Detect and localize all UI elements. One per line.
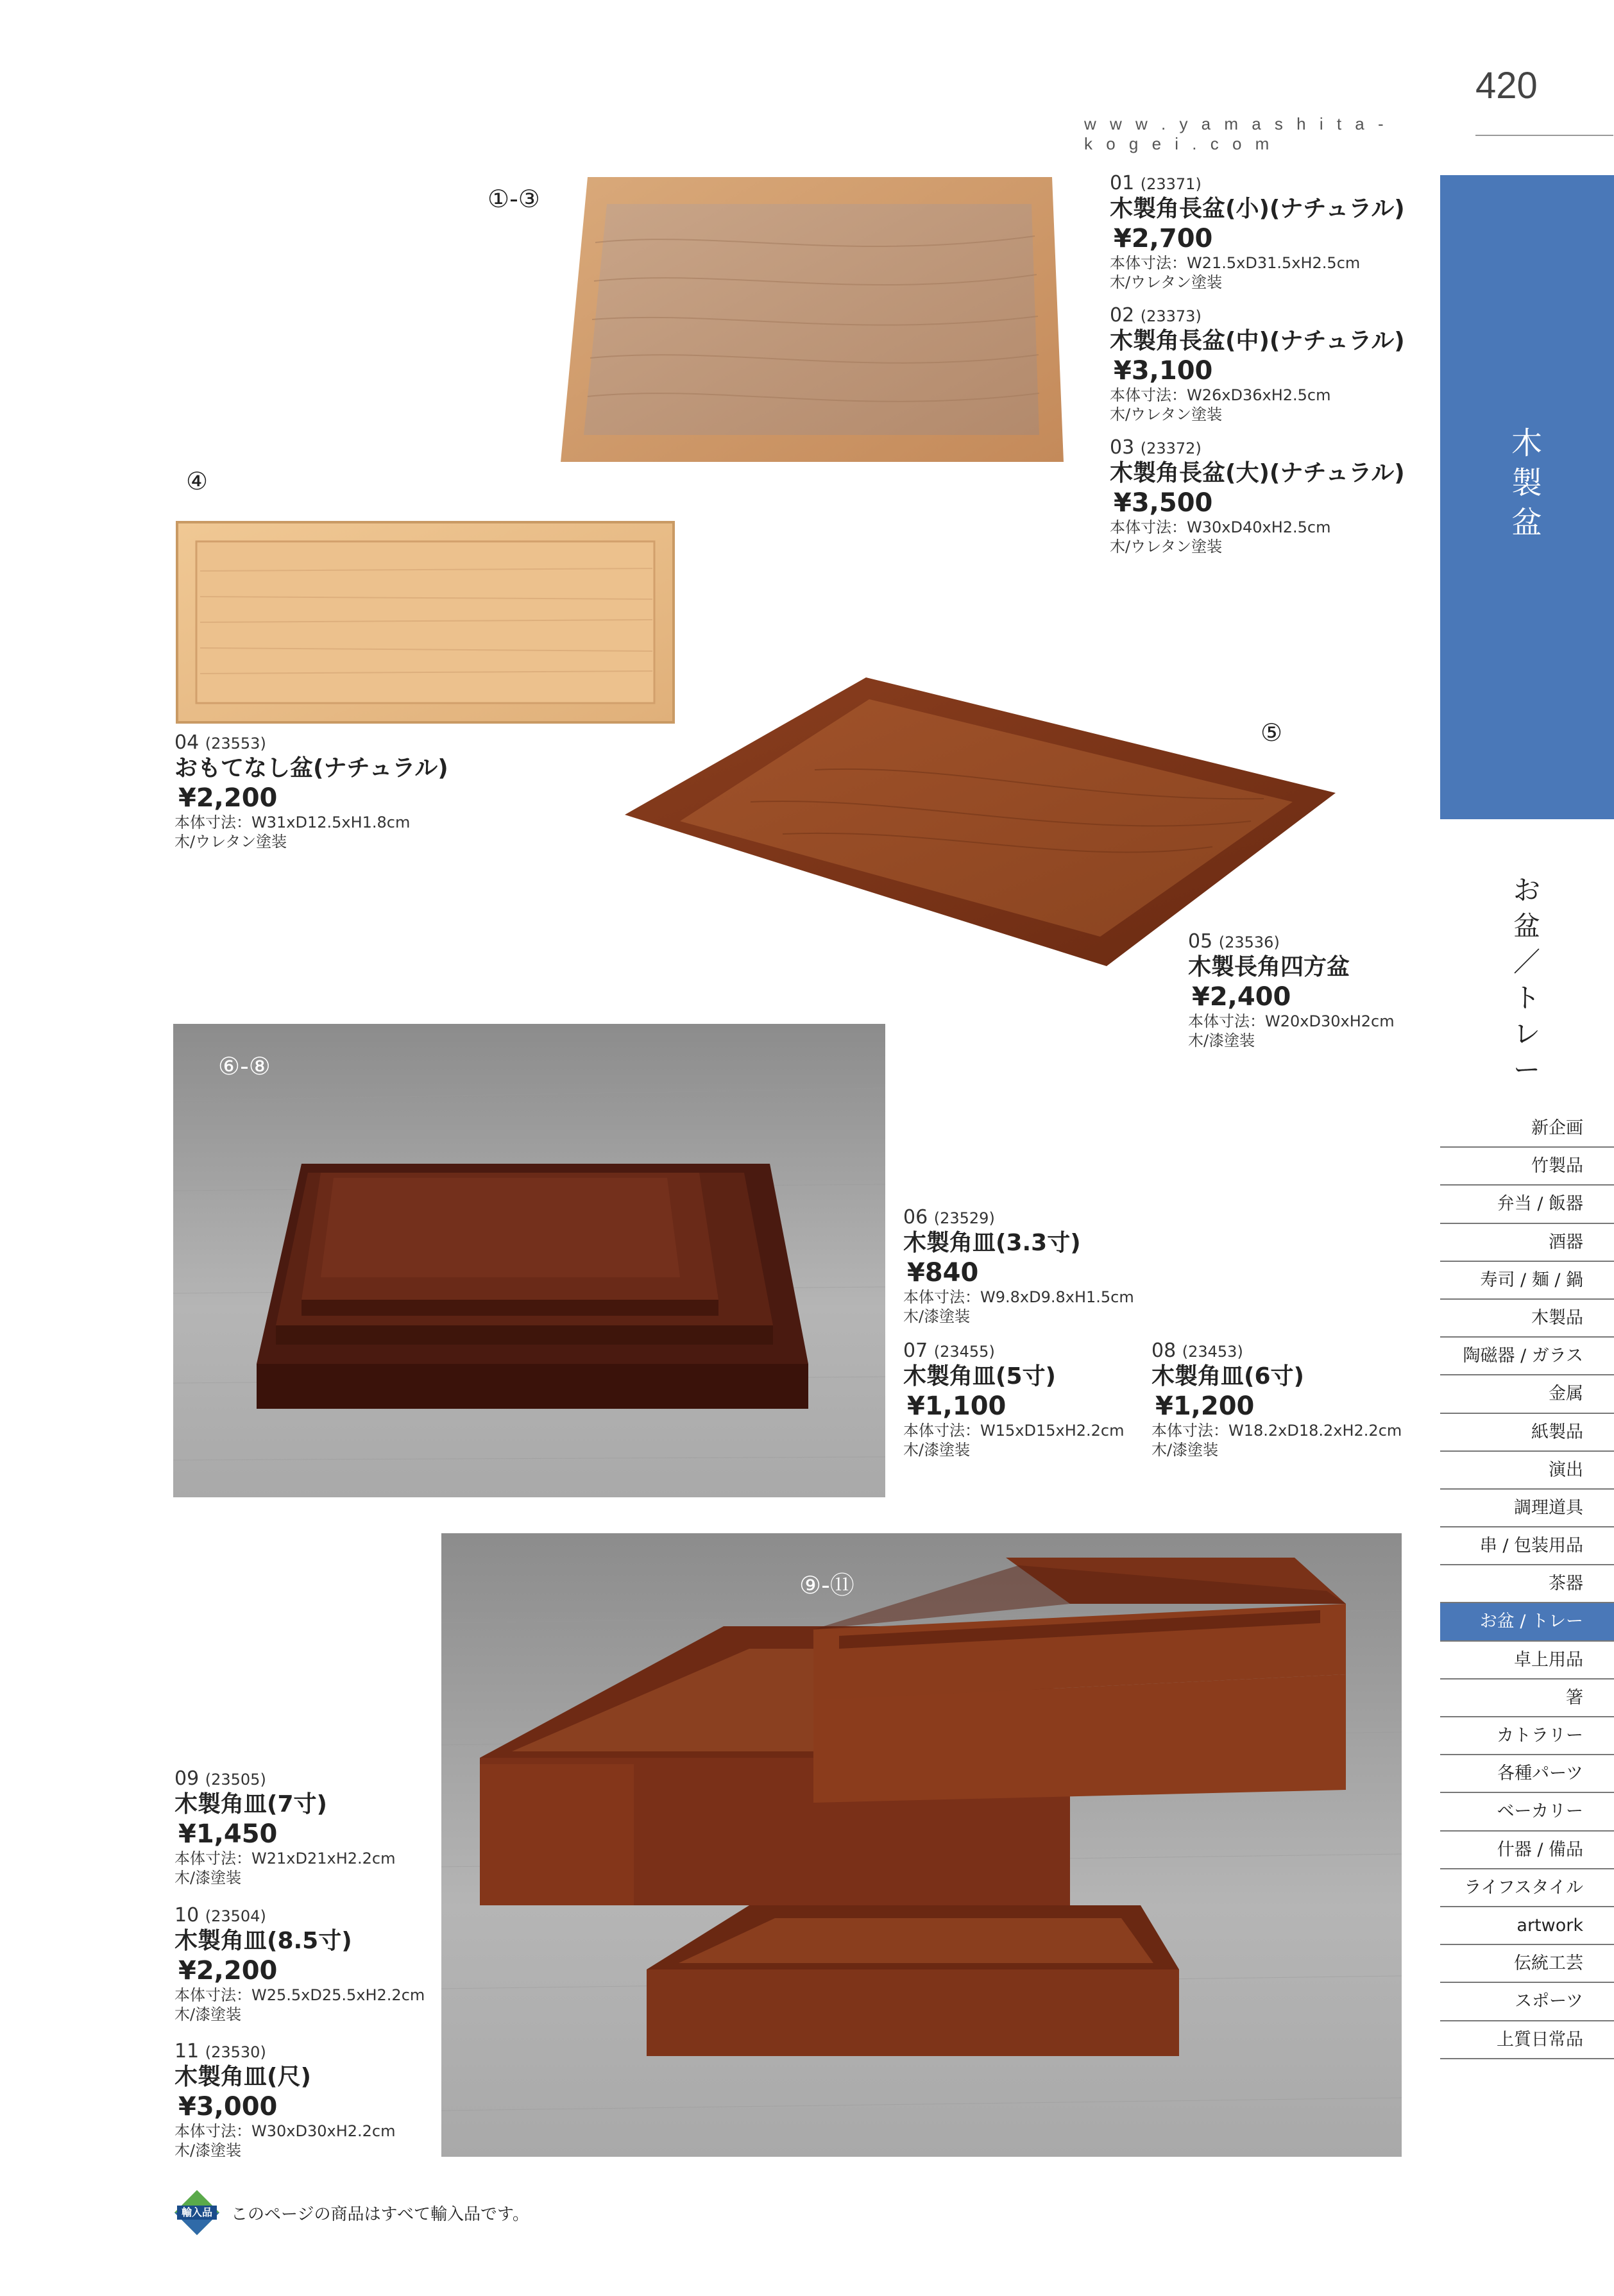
category-main-label <box>1498 423 1556 543</box>
product-material: 木/ウレタン塗装 <box>174 833 287 851</box>
product-number: 09 <box>174 1767 200 1790</box>
sub-title-char: ／ <box>1513 946 1540 978</box>
product-number: 10 <box>174 1904 200 1926</box>
product-material: 木/漆塗装 <box>1188 1032 1255 1050</box>
nav-item-parts[interactable]: 各種パーツ <box>1440 1755 1614 1793</box>
product-name: 木製長角四方盆 <box>1188 954 1350 980</box>
product-price: ¥2,700 <box>1114 224 1213 253</box>
product-spec: 本体寸法：W25.5xD25.5xH2.2cm <box>174 1986 425 2004</box>
product-material: 木/漆塗装 <box>1151 1441 1219 1459</box>
product-code: (23453) <box>1182 1343 1243 1361</box>
sub-title-char: ー <box>1513 1054 1540 1085</box>
product-price: ¥3,000 <box>178 2092 278 2122</box>
product-price: ¥1,100 <box>907 1391 1007 1421</box>
category-char: 木 <box>1511 425 1542 461</box>
nav-item-sports[interactable]: スポーツ <box>1440 1983 1614 2021</box>
product-material: 木/漆塗装 <box>174 2005 242 2023</box>
product-number: 11 <box>174 2040 200 2062</box>
nav-item-wood[interactable]: 木製品 <box>1440 1300 1614 1338</box>
product-price: ¥3,100 <box>1114 356 1213 386</box>
product-07[interactable] <box>903 1339 1147 1459</box>
product-code: (23373) <box>1140 307 1202 325</box>
import-note <box>173 2189 529 2236</box>
callout-6-8: ⑥-⑧ <box>218 1052 271 1080</box>
product-code: (23371) <box>1140 175 1202 193</box>
product-name: おもてなし盆(ナチュラル) <box>174 755 448 781</box>
nav-item-sake-ware[interactable]: 酒器 <box>1440 1224 1614 1262</box>
nav-item-bento[interactable]: 弁当 / 飯器 <box>1440 1186 1614 1223</box>
product-name: 木製角長盆(中)(ナチュラル) <box>1110 328 1405 354</box>
product-image-three-square-plates <box>441 1533 1402 2157</box>
nav-item-daily-goods[interactable]: 上質日常品 <box>1440 2021 1614 2059</box>
product-spec: 本体寸法：W30xD40xH2.5cm <box>1110 518 1331 536</box>
product-material: 木/ウレタン塗装 <box>1110 405 1223 423</box>
product-number: 05 <box>1188 930 1213 953</box>
nav-item-tabletop[interactable]: 卓上用品 <box>1440 1642 1614 1679</box>
product-material: 木/漆塗装 <box>174 2141 242 2159</box>
callout-4: ④ <box>186 467 208 495</box>
product-01[interactable] <box>1110 172 1418 292</box>
product-price: ¥2,200 <box>178 1956 278 1986</box>
product-code: (23529) <box>933 1209 995 1227</box>
callout-1-3: ①-③ <box>488 185 540 213</box>
product-material: 木/漆塗装 <box>903 1441 971 1459</box>
nav-item-bakery[interactable]: ベーカリー <box>1440 1793 1614 1831</box>
nav-item-ceramics[interactable]: 陶磁器 / ガラス <box>1440 1338 1614 1375</box>
nav-item-sushi[interactable]: 寿司 / 麺 / 鍋 <box>1440 1262 1614 1300</box>
product-price: ¥3,500 <box>1114 488 1213 518</box>
product-number: 04 <box>174 731 200 754</box>
product-spec: 本体寸法：W30xD30xH2.2cm <box>174 2122 396 2140</box>
product-name: 木製角皿(7寸) <box>174 1791 327 1817</box>
product-code: (23536) <box>1218 933 1280 951</box>
product-03[interactable] <box>1110 436 1418 556</box>
product-name: 木製角皿(尺) <box>174 2064 311 2090</box>
product-image-dark-square-tray <box>622 674 1338 969</box>
product-code: (23553) <box>205 735 266 753</box>
nav-item-cooking-tools[interactable]: 調理道具 <box>1440 1490 1614 1527</box>
category-char: 製 <box>1511 465 1542 501</box>
import-badge-icon <box>173 2189 221 2236</box>
product-name: 木製角長盆(小)(ナチュラル) <box>1110 196 1405 222</box>
product-spec: 本体寸法：W31xD12.5xH1.8cm <box>174 813 411 831</box>
nav-item-traditional[interactable]: 伝統工芸 <box>1440 1945 1614 1983</box>
product-material: 木/ウレタン塗装 <box>1110 273 1223 291</box>
product-code: (23505) <box>205 1771 266 1789</box>
nav-item-display[interactable]: 演出 <box>1440 1452 1614 1490</box>
sub-title-char: ト <box>1513 982 1540 1014</box>
product-price: ¥2,200 <box>178 783 278 813</box>
product-material: 木/漆塗装 <box>174 1869 242 1887</box>
product-name: 木製角皿(5寸) <box>903 1363 1056 1390</box>
product-code: (23372) <box>1140 439 1202 457</box>
product-image-omotenashi-tray <box>174 520 676 725</box>
product-spec: 本体寸法：W21.5xD31.5xH2.5cm <box>1110 254 1361 272</box>
nav-item-fixtures[interactable]: 什器 / 備品 <box>1440 1832 1614 1869</box>
product-spec: 本体寸法：W18.2xD18.2xH2.2cm <box>1151 1422 1402 1440</box>
product-price: ¥2,400 <box>1192 982 1291 1012</box>
product-spec: 本体寸法：W15xD15xH2.2cm <box>903 1422 1125 1440</box>
product-08[interactable] <box>1151 1339 1427 1459</box>
nav-item-paper[interactable]: 紙製品 <box>1440 1414 1614 1452</box>
product-number: 08 <box>1151 1339 1177 1362</box>
site-url[interactable]: w w w . y a m a s h i t a - k o g e i . c o m <box>1084 114 1388 153</box>
import-badge-label: 輸入品 <box>181 2206 213 2218</box>
nav-item-chopsticks[interactable]: 箸 <box>1440 1679 1614 1717</box>
product-11[interactable] <box>174 2040 431 2160</box>
nav-item-skewers[interactable]: 串 / 包装用品 <box>1440 1527 1614 1565</box>
nav-item-cutlery[interactable]: カトラリー <box>1440 1717 1614 1755</box>
product-10[interactable] <box>174 1904 431 2024</box>
product-code: (23530) <box>205 2043 266 2061</box>
nav-item-bamboo[interactable]: 竹製品 <box>1440 1148 1614 1186</box>
product-name: 木製角皿(8.5寸) <box>174 1928 352 1954</box>
sub-title-char: お <box>1513 874 1540 906</box>
product-name: 木製角皿(3.3寸) <box>903 1230 1081 1256</box>
product-code: (23455) <box>933 1343 995 1361</box>
product-number: 01 <box>1110 172 1135 194</box>
product-code: (23504) <box>205 1907 266 1925</box>
product-material: 木/漆塗装 <box>903 1307 971 1325</box>
product-spec: 本体寸法：W9.8xD9.8xH1.5cm <box>903 1288 1134 1306</box>
category-char: 盆 <box>1511 505 1542 541</box>
nav-item-trays[interactable]: お盆 / トレー <box>1440 1603 1614 1641</box>
product-name: 木製角皿(6寸) <box>1151 1363 1304 1390</box>
product-price: ¥840 <box>907 1258 979 1288</box>
product-number: 03 <box>1110 436 1135 459</box>
callout-5: ⑤ <box>1261 719 1283 747</box>
import-note-text: このページの商品はすべて輸入品です。 <box>231 2204 529 2224</box>
sub-title-char: 盆 <box>1513 910 1540 942</box>
nav-item-new[interactable]: 新企画 <box>1440 1110 1614 1148</box>
product-09[interactable] <box>174 1767 431 1887</box>
product-spec: 本体寸法：W21xD21xH2.2cm <box>174 1850 396 1867</box>
category-index-nav <box>1440 1110 1614 2059</box>
product-05[interactable] <box>1188 930 1496 1050</box>
product-price: ¥1,450 <box>178 1819 278 1849</box>
product-04[interactable] <box>174 731 482 851</box>
product-06[interactable] <box>903 1206 1211 1326</box>
nav-item-metal[interactable]: 金属 <box>1440 1375 1614 1413</box>
page-number: 420 <box>1475 65 1538 106</box>
product-name: 木製角長盆(大)(ナチュラル) <box>1110 460 1405 486</box>
page-number-rule <box>1475 135 1613 136</box>
product-number: 07 <box>903 1339 928 1362</box>
product-02[interactable] <box>1110 304 1418 424</box>
product-spec: 本体寸法：W26xD36xH2.5cm <box>1110 386 1331 404</box>
sub-category-title <box>1498 872 1556 1088</box>
nav-item-tea[interactable]: 茶器 <box>1440 1565 1614 1603</box>
callout-9-11: ⑨-⑪ <box>799 1571 854 1599</box>
product-image-nested-square-plates <box>173 1024 885 1497</box>
nav-item-lifestyle[interactable]: ライフスタイル <box>1440 1869 1614 1907</box>
nav-item-artwork[interactable]: artwork <box>1440 1907 1614 1945</box>
product-price: ¥1,200 <box>1155 1391 1255 1421</box>
product-spec: 本体寸法：W20xD30xH2cm <box>1188 1012 1395 1030</box>
product-number: 06 <box>903 1206 928 1229</box>
product-number: 02 <box>1110 304 1135 327</box>
sub-title-char: レ <box>1513 1018 1540 1050</box>
product-material: 木/ウレタン塗装 <box>1110 538 1223 556</box>
product-image-tray-natural-large <box>557 172 1064 467</box>
